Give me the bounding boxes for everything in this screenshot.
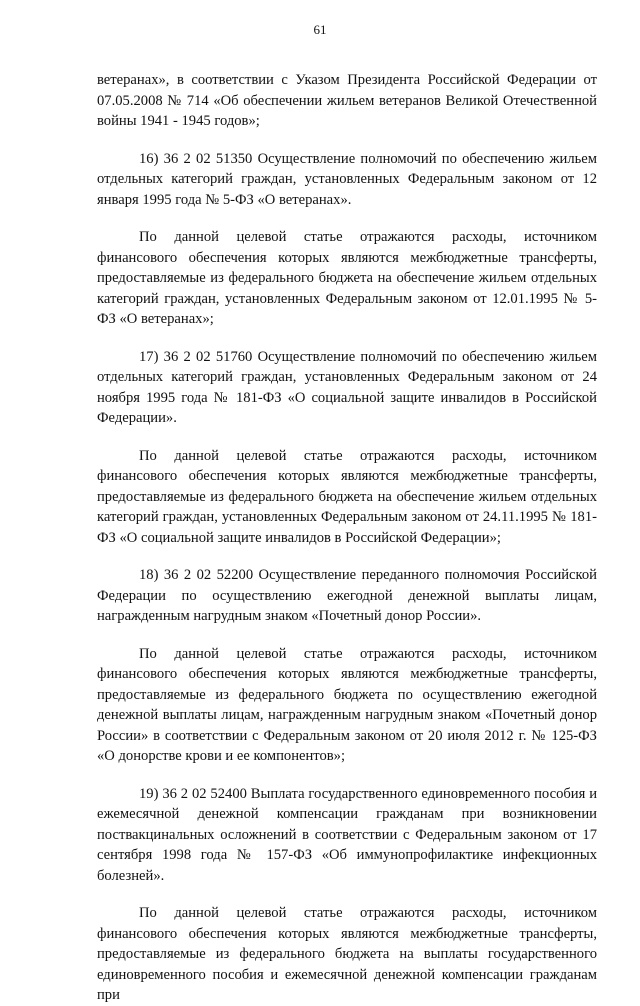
document-body [97, 70, 597, 1006]
paragraph-spacer [97, 767, 597, 784]
paragraph-spacer [97, 429, 597, 446]
paragraph-item-17: 17) 36 2 02 51760 Осуществление полномочий по обеспечению жильем отдельных категорий граждан, установленных Федеральным законом от 24 ноября 1995 года № 181-ФЗ «О социальной защите инвалидов в Российской Федерации». [97, 348, 597, 426]
page-number: 61 [313, 22, 327, 37]
paragraph-item-18-description: По данной целевой статье отражаются расходы, источником финансового обеспечения которых являются межбюджетные трансферты, предоставляемые из федерального бюджета по осуществлению ежегодной денежной выплаты лицам, награжденным нагрудным знаком «Почетный донор России» в соответствии с Федеральным законом от 20 июля 2012 г. № 125-ФЗ «О донорстве крови и ее компонентов»; [97, 645, 597, 764]
paragraph-spacer [97, 886, 597, 903]
paragraph-item-19: 19) 36 2 02 52400 Выплата государственного единовременного пособия и ежемесячной денежной компенсации гражданам при возникновении поствакцинальных осложнений в соответствии с Федеральным законом от 17 сентября 1998 года № 157-ФЗ «Об иммунопрофилактике инфекционных болезней». [97, 785, 597, 884]
paragraph-spacer [97, 548, 597, 565]
paragraph-spacer [97, 132, 597, 149]
paragraph-continuation: ветеранах», в соответствии с Указом Президента Российской Федерации от 07.05.2008 № 714 «Об обеспечении жильем ветеранов Великой Отечественной войны 1941 - 1945 годов»; [97, 72, 597, 129]
paragraph-spacer [97, 210, 597, 227]
paragraph-item-18: 18) 36 2 02 52200 Осуществление переданного полномочия Российской Федерации по осуществлению ежегодной денежной выплаты лицам, награжденным нагрудным знаком «Почетный донор России». [97, 567, 597, 624]
paragraph-spacer [97, 627, 597, 644]
paragraph-spacer [97, 330, 597, 347]
paragraph-item-16: 16) 36 2 02 51350 Осуществление полномочий по обеспечению жильем отдельных категорий граждан, установленных Федеральным законом от 12 января 1995 года № 5-ФЗ «О ветеранах». [97, 150, 597, 208]
paragraph-item-17-description: По данной целевой статье отражаются расходы, источником финансового обеспечения которых являются межбюджетные трансферты, предоставляемые из федерального бюджета на обеспечение жильем отдельных категорий граждан, установленных Федеральным законом от 24.11.1995 № 181-ФЗ «О социальной защите инвалидов в Российской Федерации»; [97, 447, 597, 546]
paragraph-item-19-description: По данной целевой статье отражаются расходы, источником финансового обеспечения которых являются межбюджетные трансферты, предоставляемые из федерального бюджета на выплаты государственного единовременного пособия и ежемесячной денежной компенсации гражданам при [97, 905, 597, 1003]
paragraph-item-16-description: По данной целевой статье отражаются расходы, источником финансового обеспечения которых являются межбюджетные трансферты, предоставляемые из федерального бюджета на обеспечение жильем отдельных категорий граждан, установленных Федеральным законом от 12.01.1995 № 5-ФЗ «О ветеранах»; [97, 229, 597, 327]
